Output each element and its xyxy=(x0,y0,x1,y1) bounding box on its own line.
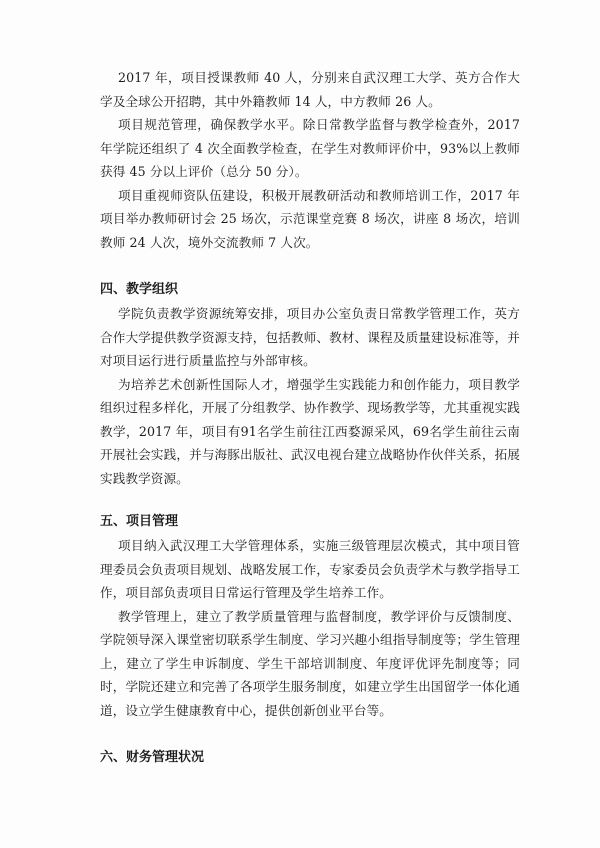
paragraph-teaching-quality: 项目规范管理，确保教学水平。除日常教学监督与教学检查外，2017 年学院还组织了 4 次全面教学检查，在学生对教师评价中，93%以上教师获得 45 分以上评价（总分 50 分）。 xyxy=(100,117,520,179)
section-title-financial-management: 六、财务管理状况 xyxy=(100,750,205,765)
spacer xyxy=(100,490,520,510)
document-body xyxy=(100,66,520,770)
paragraph-management-system: 项目纳入武汉理工大学管理体系，实施三级管理层次模式，其中项目管理委员会负责项目规划、战略发展工作，专家委员会负责学术与教学指导工作，项目部负责项目日常运行管理及学生培养工作。 xyxy=(100,538,520,600)
section-project-management xyxy=(100,510,520,722)
section-title-teaching-organization: 四、教学组织 xyxy=(100,282,179,297)
section-financial-management xyxy=(100,746,520,770)
paragraph-practice-teaching: 为培养艺术创新性国际人才，增强学生实践能力和创作能力，项目教学组织过程多样化，开展了分组教学、协作教学、现场教学等，尤其重视实践教学，2017 年，项目有91名学生前往江西婺源采风，69名学生前往云南开展社会实践，并与海豚出版社、武汉电视台建立战略协作伙伴关系，拓展实践教学资源。 xyxy=(100,376,520,486)
section-title-project-management: 五、项目管理 xyxy=(100,514,179,529)
paragraph-faculty-development: 项目重视师资队伍建设，积极开展教研活动和教师培训工作，2017 年项目举办教师研讨会 25 场次，示范课堂竞赛 8 场次，讲座 8 场次，培训教师 24 人次，境外交流教师 7 人次。 xyxy=(100,187,520,250)
spacer xyxy=(100,722,520,746)
section-teaching-organization xyxy=(100,278,520,490)
paragraph-management-rules: 教学管理上，建立了教学质量管理与监督制度，教学评价与反馈制度、学院领导深入课堂密切联系学生制度、学习兴趣小组指导制度等；学生管理上，建立了学生申诉制度、学生干部培训制度、年度评优评先制度等；同时，学院还建立和完善了各项学生服务制度，如建立学生出国留学一体化通道，设立学生健康教育中心，提供创新创业平台等。 xyxy=(100,608,520,718)
paragraph-teachers: 2017 年，项目授课教师 40 人，分别来自武汉理工大学、英方合作大学及全球公开招聘，其中外籍教师 14 人，中方教师 26 人。 xyxy=(100,70,520,109)
paragraph-resource-allocation: 学院负责教学资源统筹安排，项目办公室负责日常教学管理工作，英方合作大学提供教学资源支持，包括教师、教材、课程及质量建设标准等，并对项目运行进行质量监控与外部审核。 xyxy=(100,306,520,368)
spacer xyxy=(100,254,520,278)
